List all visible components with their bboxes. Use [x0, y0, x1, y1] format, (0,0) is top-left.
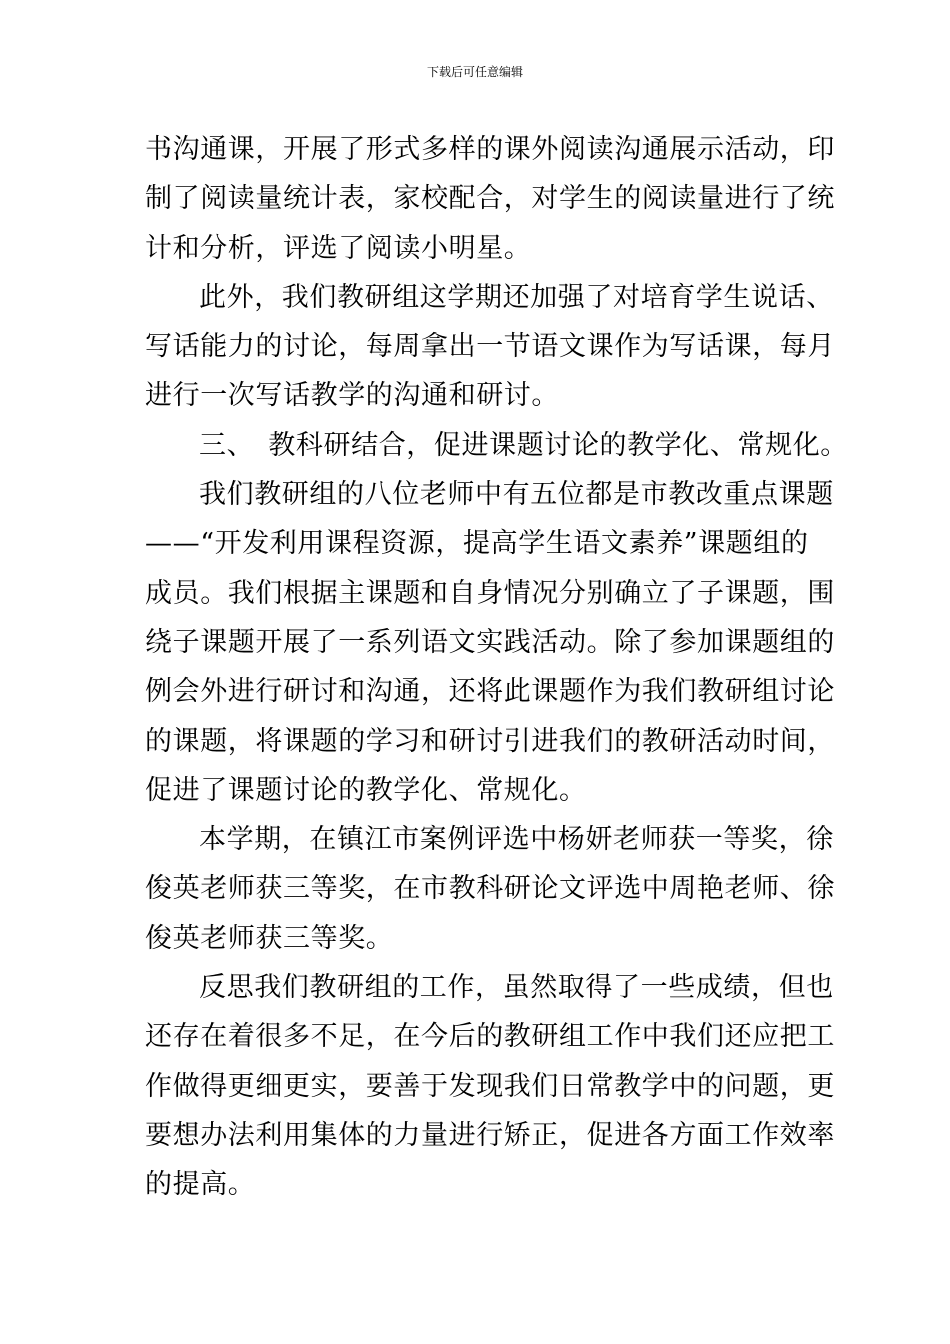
section-heading: 三、 教科研结合，促进课题讨论的教学化、常规化。 [199, 429, 848, 461]
paragraph-start-line: 此外，我们教研组这学期还加强了对培育学生说话、 [199, 281, 834, 313]
page-header: 下载后可任意编辑 [426, 65, 523, 79]
text-line: 的提高。 [145, 1169, 256, 1201]
text-line: 还存在着很多不足，在今后的教研组工作中我们还应把工 [145, 1021, 835, 1053]
text-line: 计和分析，评选了阅读小明星。 [145, 232, 532, 264]
text-line: 进行一次写话教学的沟通和研讨。 [145, 380, 559, 412]
text-line: 写话能力的讨论，每周拿出一节语文课作为写话课，每月 [145, 331, 835, 363]
text-line: 俊英老师获三等奖，在市教科研论文评选中周艳老师、徐 [145, 873, 835, 905]
paragraph-start-line: 本学期，在镇江市案例评选中杨妍老师获一等奖，徐 [199, 824, 834, 856]
text-line: 制了阅读量统计表，家校配合，对学生的阅读量进行了统 [145, 183, 835, 215]
text-line: ——“开发利用课程资源，提高学生语文素养”课题组的 [145, 528, 809, 560]
text-line: 促进了课题讨论的教学化、常规化。 [145, 774, 587, 806]
text-line: 书沟通课，开展了形式多样的课外阅读沟通展示活动，印 [145, 134, 835, 165]
paragraph-start-line: 反思我们教研组的工作，虽然取得了一些成绩，但也 [199, 972, 834, 1004]
text-line: 成员。我们根据主课题和自身情况分别确立了子课题，围 [145, 577, 835, 609]
document-body [145, 125, 848, 1210]
paragraph-start-line: 我们教研组的八位老师中有五位都是市教改重点课题 [199, 479, 834, 511]
text-line: 俊英老师获三等奖。 [145, 922, 394, 954]
text-line: 要想办法利用集体的力量进行矫正，促进各方面工作效率 [145, 1119, 835, 1151]
text-line: 例会外进行研讨和沟通，还将此课题作为我们教研组讨论 [145, 676, 835, 708]
text-line: 的课题，将课题的学习和研讨引进我们的教研活动时间， [145, 725, 835, 757]
text-line: 绕子课题开展了一系列语文实践活动。除了参加课题组的 [145, 626, 835, 658]
text-line: 作做得更细更实，要善于发现我们日常教学中的问题，更 [145, 1070, 835, 1102]
